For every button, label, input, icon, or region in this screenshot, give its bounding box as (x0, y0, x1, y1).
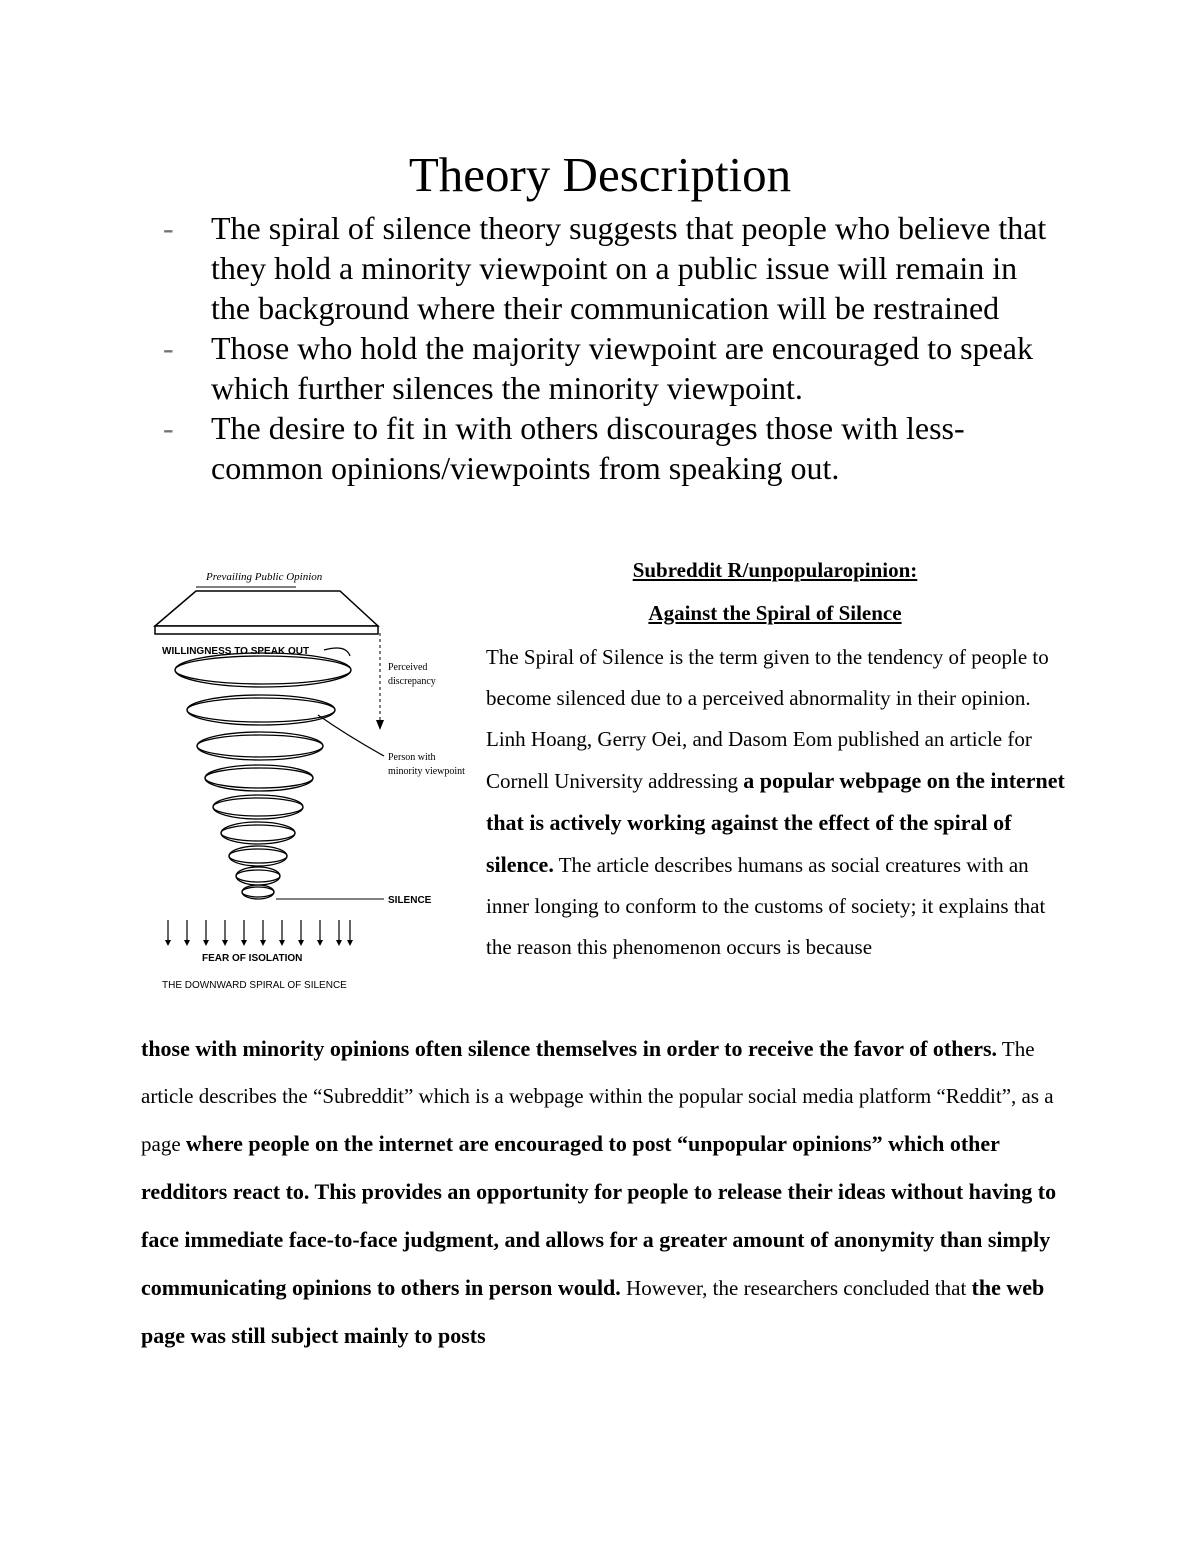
willingness-label: WILLINGNESS TO SPEAK OUT (162, 646, 310, 657)
column-bold-1: a popular webpage on the internet that is actively working against the effect of the spiral of silence. (486, 768, 1065, 877)
arrowhead-icon (260, 940, 266, 946)
bullet-item (163, 208, 1063, 328)
prevailing-opinion-label: Prevailing Public Opinion (206, 571, 323, 583)
column-paragraph (486, 637, 1071, 968)
spiral-ring (213, 798, 303, 816)
bullet-dash: - (163, 330, 174, 366)
silence-label: SILENCE (388, 895, 432, 906)
page-title: Theory Description (408, 147, 792, 202)
spiral-ring (229, 849, 287, 863)
arrowhead-icon (222, 940, 228, 946)
public-opinion-plate (155, 591, 378, 626)
spiral-ring (205, 765, 313, 791)
bullet-text: The desire to fit in with others discourages those with less-common opinions/viewpoints from speaking out. (211, 410, 965, 486)
spiral-ring (197, 732, 323, 760)
bullet-text: Those who hold the majority viewpoint are encouraged to speak which further silences the minority viewpoint. (211, 330, 1033, 406)
full-width-paragraph (141, 1025, 1066, 1360)
bullet-item (163, 328, 1063, 408)
person-pointer-line (318, 715, 384, 756)
arrowhead-icon (347, 940, 353, 946)
fear-of-isolation-label: FEAR OF ISOLATION (202, 953, 303, 964)
minority-viewpoint-label: minority viewpoint (388, 766, 465, 777)
spiral-ring (236, 870, 280, 882)
subreddit-heading: Subreddit R/unpopularopinion: (632, 558, 918, 582)
spiral-ring (197, 735, 323, 757)
person-with-label: Person with (388, 752, 436, 763)
diagram-caption: THE DOWNWARD SPIRAL OF SILENCE (162, 980, 347, 991)
full-text-1: The article describes the “Subreddit” which is a webpage within the popular social media platform “Reddit”, as a page (141, 1037, 1054, 1156)
full-bold-3: the web page was still subject mainly to posts (141, 1275, 1045, 1348)
spiral-ring (175, 656, 351, 684)
arrowhead-icon (336, 940, 342, 946)
column-text-2: The article describes humans as social creatures with an inner longing to conform to the customs of society; it explains that the reason this phenomenon occurs is because (486, 853, 1046, 959)
bullet-item (163, 408, 1063, 488)
perceived-label: Perceived (388, 662, 428, 673)
spiral-ring (187, 698, 335, 722)
bullet-dash: - (163, 410, 174, 446)
full-bold-1: those with minority opinions often silence themselves in order to receive the favor of others. (141, 1036, 998, 1061)
full-text-2: However, the researchers concluded that (620, 1276, 972, 1300)
isolation-arrows (168, 920, 350, 942)
arrowhead-icon (279, 940, 285, 946)
arrowhead-icon (317, 940, 323, 946)
bullet-list (163, 208, 1063, 488)
subreddit-subheading: Against the Spiral of Silence (648, 601, 902, 625)
spiral-rings (175, 653, 351, 899)
spiral-ring (242, 887, 274, 897)
spiral-top-tail (324, 648, 350, 656)
full-bold-2: where people on the internet are encouraged to post “unpopular opinions” which other redditors react to. This provides an opportunity for people to release their ideas without having to face immediate face-to-face judgment, and allows for a greater amount of anonymity than simply communicating opinions to others in person would. (141, 1131, 1057, 1300)
spiral-of-silence-diagram (148, 560, 478, 1000)
spiral-ring (205, 768, 313, 788)
discrepancy-label: discrepancy (388, 676, 436, 687)
isolation-arrowheads (165, 940, 353, 946)
arrowhead-icon (165, 940, 171, 946)
bullet-text: The spiral of silence theory suggests that people who believe that they hold a minority viewpoint on a public issue will remain in the background where their communication will be restrained (211, 210, 1047, 326)
arrowhead-icon (241, 940, 247, 946)
spiral-ring (221, 825, 295, 841)
column-text-1: The Spiral of Silence is the term given to the tendency of people to become silenced due to a perceived abnormality in their opinion. Linh Hoang, Gerry Oei, and Dasom Eom published an article for Cornell University addressing (486, 645, 1049, 793)
spiral-diagram-svg (148, 560, 478, 1000)
discrepancy-arrow-icon (376, 720, 384, 730)
plate-edge (155, 626, 378, 634)
spiral-ring (175, 653, 351, 687)
spiral-ring (187, 695, 335, 725)
arrowhead-icon (184, 940, 190, 946)
arrowhead-icon (298, 940, 304, 946)
arrowhead-icon (203, 940, 209, 946)
bullet-dash: - (163, 210, 174, 246)
